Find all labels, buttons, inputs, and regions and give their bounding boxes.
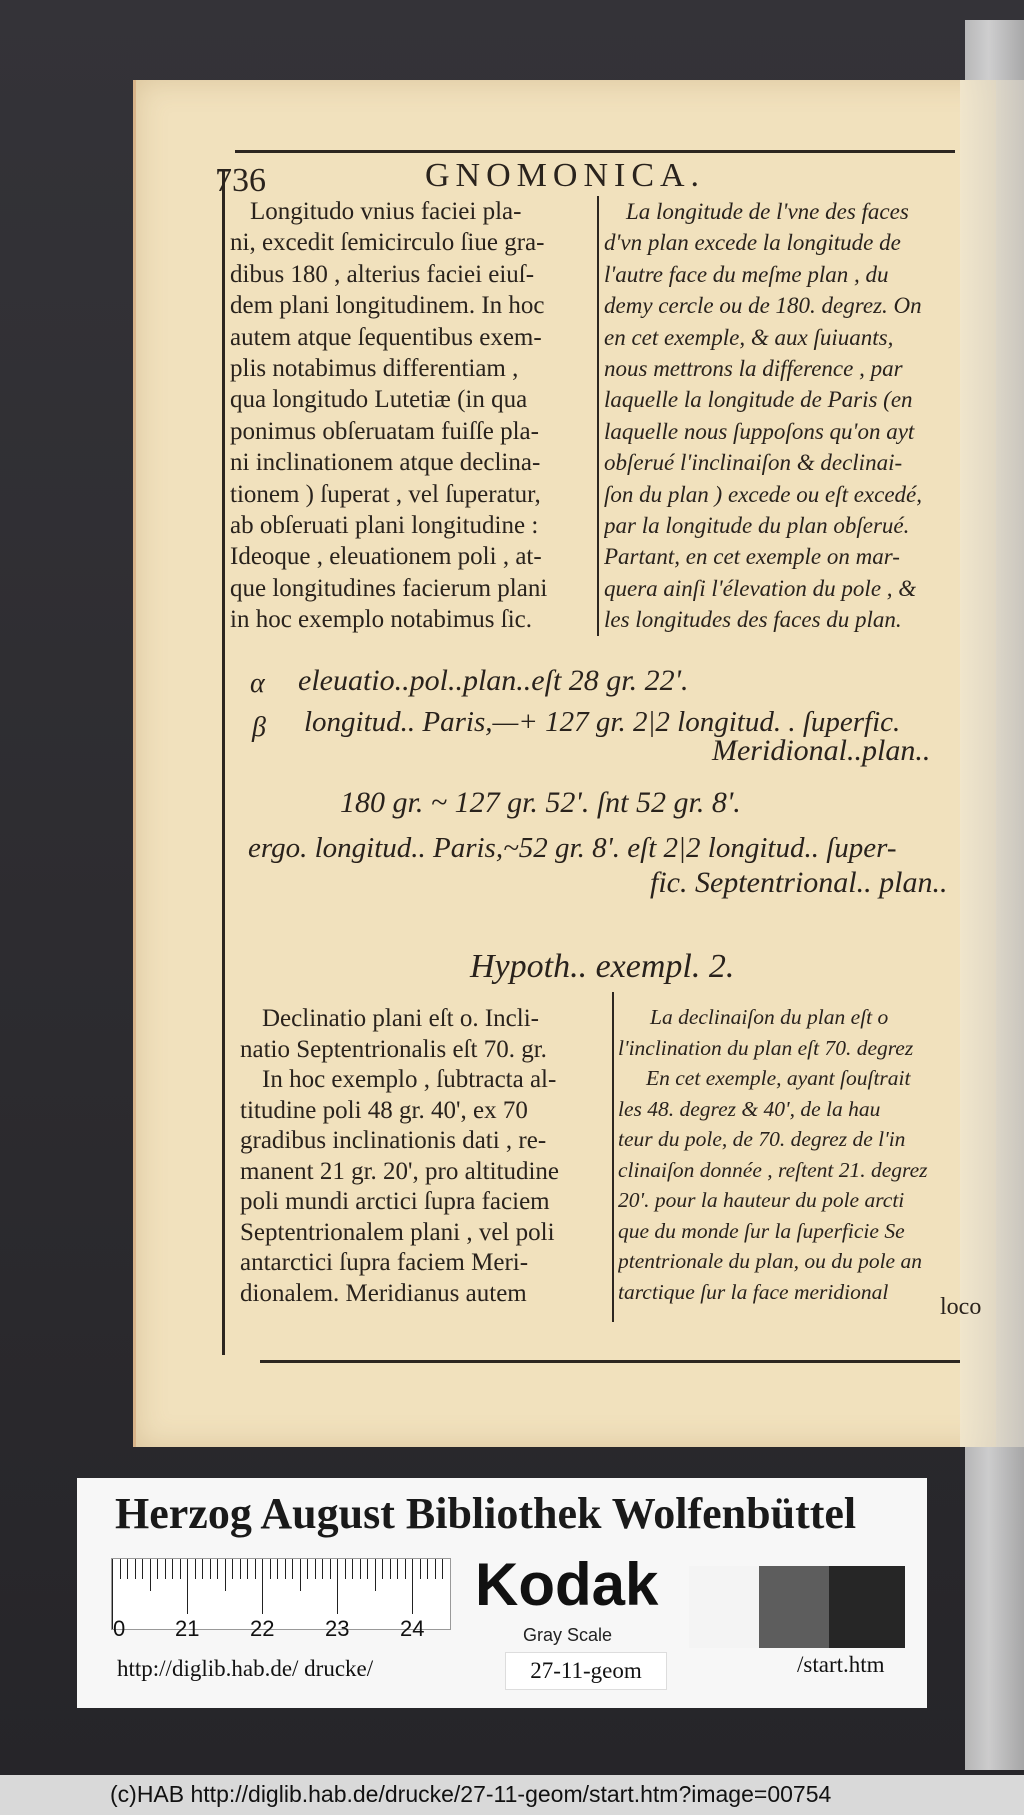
text-line: titudine poli 48 gr. 40', ex 70 <box>240 1096 528 1124</box>
text-line: La longitude de l'vne des faces <box>626 199 909 224</box>
ruler-label: 22 <box>250 1616 275 1641</box>
text-line: ni inclinationem atque declina- <box>230 449 541 477</box>
library-name: Herzog August Bibliothek Wolfenbüttel <box>115 1489 857 1538</box>
gray-patch-dark <box>829 1566 905 1648</box>
column-divider-bottom <box>612 992 614 1322</box>
column-divider-top <box>597 196 599 636</box>
alpha-symbol: α <box>250 668 265 699</box>
text-line: La declinaiſon du plan eſt o <box>650 1005 889 1029</box>
text-line: Longitudo vnius faciei pla- <box>250 198 522 225</box>
catchword: loco <box>940 1294 982 1320</box>
text-line: laquelle la longitude de Paris (en <box>604 387 913 413</box>
header-rule <box>235 150 955 153</box>
text-line: 20'. pour la hauteur du pole arcti <box>618 1188 905 1212</box>
text-line: d'vn plan excede la longitude de <box>604 230 901 256</box>
text-line: autem atque ſequentibus exem- <box>230 323 542 351</box>
text-line: ni, excedit ſemicirculo ſiue gra- <box>230 229 545 257</box>
text-line: dibus 180 , alterius faciei eiuſ- <box>230 260 535 288</box>
library-label-card <box>77 1478 927 1708</box>
footer-rule <box>260 1360 960 1363</box>
text-line: demy cercle ou de 180. degrez. On <box>604 293 922 319</box>
formula-ergo-continued: fic. Septentrional.. plan.. <box>650 866 948 899</box>
text-line: ab obſeruati plani longitudine : <box>230 512 539 540</box>
text-line: les longitudes des faces du plan. <box>604 607 902 633</box>
text-line: Ideoque , eleuationem poli , at- <box>230 543 542 571</box>
text-line: clinaiſon donnée , reſtent 21. degrez <box>618 1157 928 1182</box>
text-line: quera ainſi l'élevation du pole , & <box>604 575 917 601</box>
running-head: GNOMONICA. <box>425 157 706 194</box>
text-line: par la longitude du plan obſerué. <box>604 513 910 539</box>
gray-patch-mid <box>759 1566 829 1648</box>
text-line: En cet exemple, ayant ſouſtrait <box>646 1066 911 1090</box>
ruler-label: 0 <box>113 1616 126 1641</box>
facing-page-edge <box>960 80 1024 1447</box>
text-line: plis notabimus differentiam , <box>230 355 519 383</box>
text-line: obſerué l'inclinaiſon & declinai- <box>604 450 903 476</box>
text-line: que du monde ſur la ſuperficie Se <box>618 1218 905 1243</box>
text-line: l'autre face du meſme plan , du <box>604 261 889 287</box>
text-line: en cet exemple, & aux ſuiuants, <box>604 324 894 350</box>
text-line: ſon du plan ) excede ou eſt excedé, <box>604 481 923 507</box>
text-line: laquelle nous ſuppoſons qu'on ayt <box>604 418 915 444</box>
text-line: in hoc exemplo notabimus ſic. <box>230 606 533 634</box>
latin-column-2 <box>240 1004 608 1309</box>
formula-alpha: eleuatio..pol..plan..eſt 28 gr. 22'. <box>298 664 689 697</box>
formula-ergo: ergo. longitud.. Paris,~52 gr. 8'. eſt 2|2 longitud.. ſuper- <box>248 832 897 864</box>
page-number: 736 <box>215 162 266 199</box>
url-part-3: /start.htm <box>797 1652 885 1677</box>
ruler-label: 21 <box>175 1616 200 1641</box>
text-line: ponimus obſeruatam fuiſſe pla- <box>230 417 539 445</box>
text-line: Partant, en cet exemple on mar- <box>604 544 900 570</box>
copyright-text: (c)HAB http://diglib.hab.de/drucke/27-11-geom/start.htm?image=00754 <box>110 1781 832 1807</box>
url-part-2: 27-11-geom <box>505 1652 667 1690</box>
text-line: gradibus inclinationis dati , re- <box>240 1127 547 1154</box>
text-line: tarctique ſur la face meridional <box>618 1279 889 1304</box>
ruler-label: 24 <box>400 1616 425 1641</box>
text-line: dionalem. Meridianus autem <box>240 1279 527 1307</box>
text-line: les 48. degrez & 40', de la hau <box>618 1096 881 1121</box>
ruler-label: 23 <box>325 1616 350 1641</box>
formula-calc: 180 gr. ~ 127 gr. 52'. ſnt 52 gr. 8'. <box>340 786 741 819</box>
text-line: l'inclination du plan eſt 70. degrez <box>618 1035 914 1060</box>
text-line: natio Septentrionalis eſt 70. gr. <box>240 1035 547 1063</box>
left-margin-rule <box>222 170 225 1355</box>
kodak-logo: Kodak <box>475 1551 659 1618</box>
text-line: dem plani longitudinem. In hoc <box>230 292 545 320</box>
french-column-1 <box>604 196 960 636</box>
text-line: Septentrionalem plani , vel poli <box>240 1218 555 1246</box>
gray-scale-label: Gray Scale <box>523 1625 613 1645</box>
copyright-footer <box>0 1775 1024 1815</box>
text-line: teur du pole, de 70. degrez de l'in <box>618 1127 906 1151</box>
text-line: qua longitudo Lutetiæ (in qua <box>230 386 528 414</box>
text-line: manent 21 gr. 20', pro altitudine <box>240 1157 560 1185</box>
text-line: tionem ) ſuperat , vel ſuperatur, <box>230 480 541 508</box>
gray-patch-light <box>689 1566 759 1648</box>
hypothesis-heading: Hypoth.. exempl. 2. <box>470 948 735 985</box>
text-line: Declinatio plani eſt o. Incli- <box>262 1005 539 1032</box>
url-part-1: http://diglib.hab.de/ drucke/ <box>117 1656 374 1681</box>
text-line: poli mundi arctici ſupra faciem <box>240 1188 550 1215</box>
text-line: ptentrionale du plan, ou du pole an <box>618 1249 922 1273</box>
formula-beta: longitud.. Paris,—+ 127 gr. 2|2 longitud. . ſuperfic. <box>304 706 901 738</box>
latin-column-1 <box>230 196 592 636</box>
text-line: que longitudines facierum plani <box>230 574 548 602</box>
formula-beta-continued: Meridional..plan.. <box>712 734 931 767</box>
text-line: antarctici ſupra faciem Meri- <box>240 1249 529 1276</box>
french-column-2 <box>618 1002 962 1307</box>
text-line: nous mettrons la difference , par <box>604 356 903 382</box>
beta-symbol: β <box>252 712 266 743</box>
text-line: In hoc exemplo , ſubtracta al- <box>262 1066 557 1093</box>
